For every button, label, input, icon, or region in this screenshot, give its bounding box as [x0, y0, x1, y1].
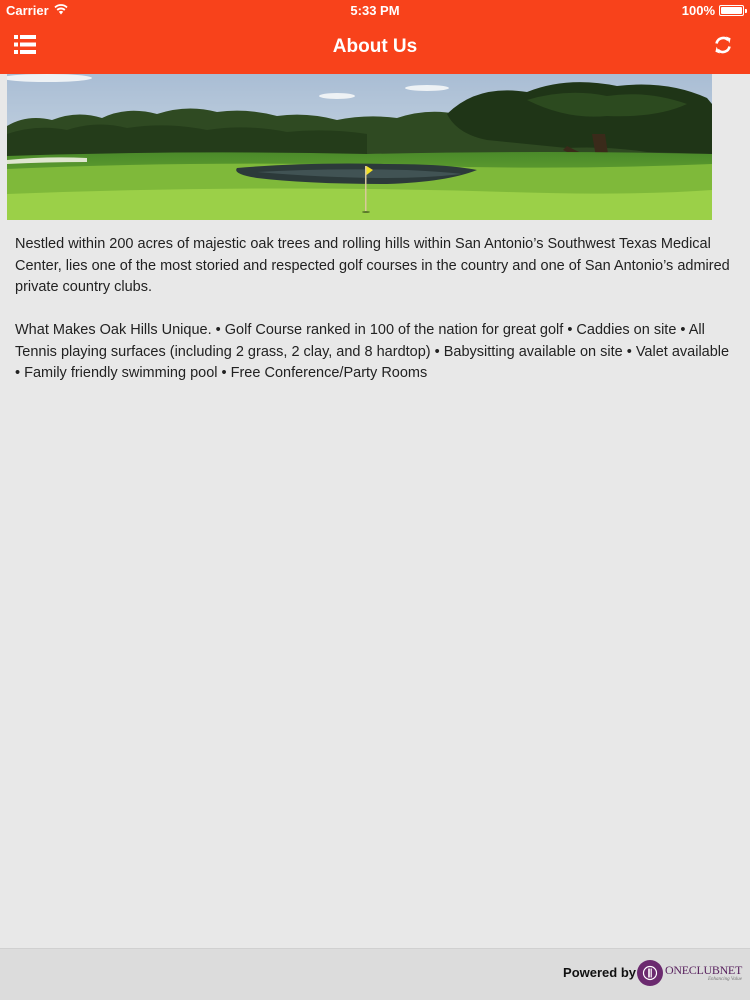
refresh-icon [713, 35, 733, 60]
oneclubnet-logo[interactable] [637, 960, 742, 986]
powered-by-label: Powered by [563, 965, 636, 980]
carrier-label: Carrier [6, 3, 49, 18]
logo-mark-icon [637, 960, 663, 986]
status-right [682, 3, 744, 18]
status-bar [0, 0, 750, 20]
battery-icon [719, 5, 744, 16]
nav-bar [0, 20, 750, 74]
status-time: 5:33 PM [350, 3, 400, 18]
logo-text [665, 964, 742, 982]
logo-tagline: Enhancing Value [707, 977, 742, 982]
about-features-paragraph: What Makes Oak Hills Unique. • Golf Course ranked in 100 of the nation for great golf • Caddies on site • All Tennis playing surfaces (including 2 grass, 2 clay, and 8 hardtop) • Babysitting available on site • Valet available • Family friendly swimming pool • Free Conference/Party Rooms [15, 322, 730, 381]
battery-percent: 100% [681, 3, 715, 18]
golf-course-image [7, 74, 712, 220]
logo-wordmark: ONECLUBNET [665, 963, 742, 977]
footer [0, 948, 750, 1000]
refresh-button[interactable] [710, 34, 736, 60]
about-content [15, 234, 737, 406]
about-intro-paragraph: Nestled within 200 acres of majestic oak trees and rolling hills within San Antonio’s Southwest Texas Medical Center, lies one of the most storied and respected golf courses in the country and one of San Antonio’s admired private country clubs. [15, 236, 730, 295]
page-title: About Us [332, 36, 418, 57]
